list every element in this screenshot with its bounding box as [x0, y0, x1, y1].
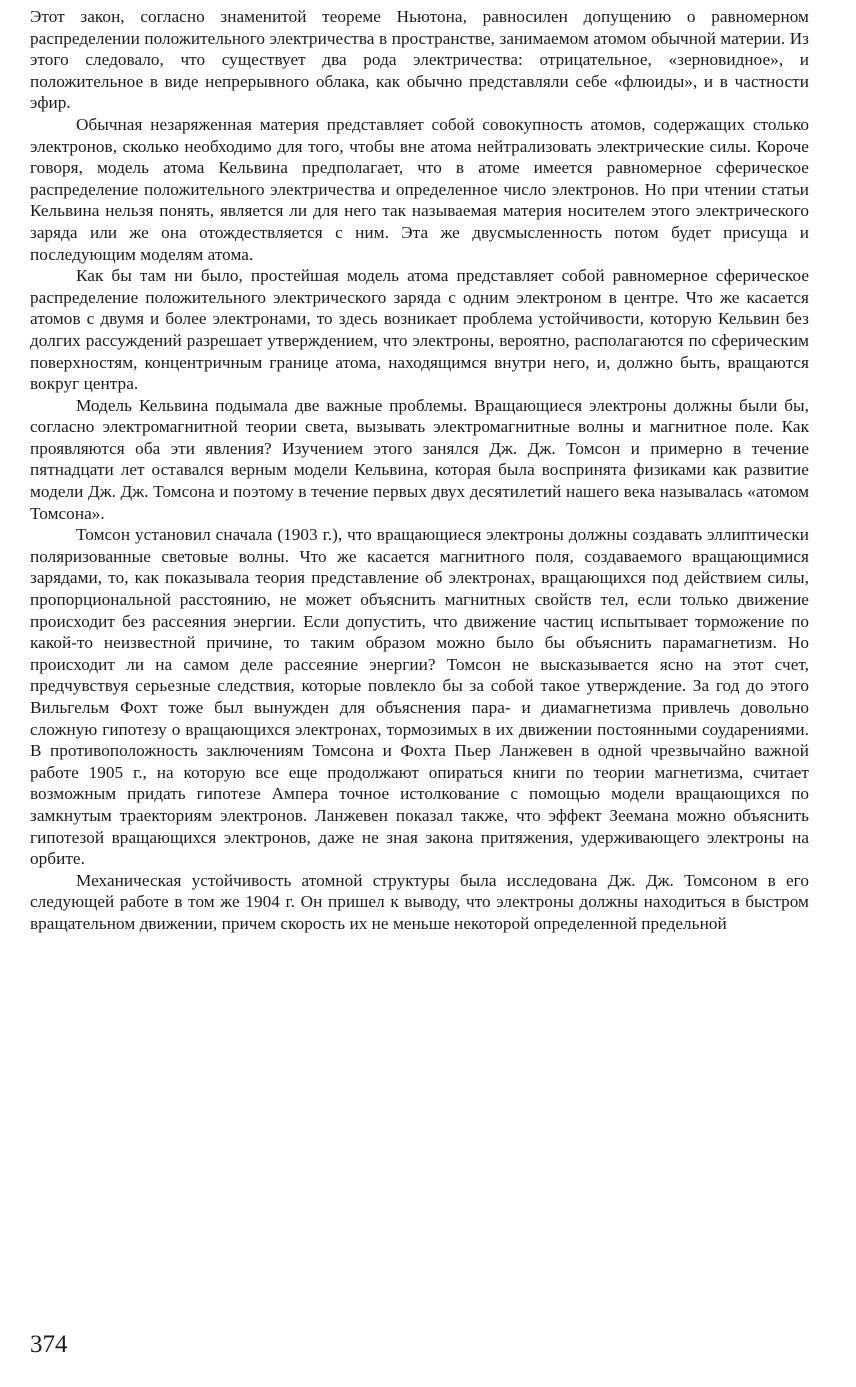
- paragraph-2: Обычная незаряженная материя представляет собой совокупность атомов, содержащих столько электронов, сколько необходимо для того, чтобы вне атома нейтрализовать электрические силы. Короче говоря, модель атома Кельвина предполагает, что в атоме имеется равномерное сферическое распределение положительного электричества и определенное число электронов. Но при чтении статьи Кельвина нельзя понять, является ли для него так называемая материя носителем этого электрического заряда или же она отождествляется с ним. Эта же двусмысленность потом будет присуща и последующим моделям атома.: [30, 114, 809, 264]
- paragraph-3: Как бы там ни было, простейшая модель атома представляет собой равномерное сферическое распределение положительного электрического заряда с одним электроном в центре. Что же касается атомов с двумя и более электронами, то здесь возникает проблема устойчивости, которую Кельвин без долгих рассуждений разрешает утверждением, что электроны, вероятно, располагаются по сферическим поверхностям, концентричным границе атома, находящимся внутри него, и, должно быть, вращаются вокруг центра.: [30, 266, 809, 394]
- paragraph-6: Механическая устойчивость атомной структуры была исследована Дж. Дж. Томсоном в его следующей работе в том же 1904 г. Он пришел к выводу, что электроны должны находиться в быстром вращательном движении, причем скорость их не меньше некоторой определенной предельной: [30, 870, 809, 933]
- paragraph-1: Этот закон, согласно знаменитой теореме Ньютона, равносилен допущению о равномерном распределении положительного электричества в пространстве, занимаемом атомом обычной материи. Из этого следовало, что существует два рода электричества: отрицательное, «зерновидное», и положительное в виде непрерывного облака, как обычно представляли себе «флюиды», и в частности эфир.: [30, 7, 809, 113]
- paragraph-5: Томсон установил сначала (1903 г.), что вращающиеся электроны должны создавать эллиптически поляризованные световые волны. Что же касается магнитного поля, создаваемого вращающимися зарядами, то, как показывала теория представление об электронах, вращающихся под действием силы, пропорциональной расстоянию, не может объяснить магнитных свойств тел, если только движение происходит без рассеяния энергии. Если допустить, что движение частиц испытывает торможение по какой-то неизвестной причине, то таким образом можно было бы объяснить парамагнетизм. Но происходит ли на самом деле рассеяние энергии? Томсон не высказывается ясно на этот счет, предчувствуя серьезные следствия, которые повлекло бы за собой такое утверждение. За год до этого Вильгельм Фохт тоже был вынужден для объяснения пара- и диамагнетизма привлечь довольно сложную гипотезу о вращающихся электронах, тормозимых в их движении постоянными соударениями. В противоположность заключениям Томсона и Фохта Пьер Ланжевен в одной чрезвычайно важной работе 1905 г., на которую все еще продолжают опираться книги по теории магнетизма, считает возможным придать гипотезе Ампера точное истолкование с помощью модели вращающихся по замкнутым траекториям электронов. Ланжевен показал также, что эффект Зеемана можно объяснить гипотезой вращающихся электронов, даже не зная закона притяжения, удерживающего электроны на орбите.: [30, 525, 809, 869]
- paragraph-4: Модель Кельвина подымала две важные проблемы. Вращающиеся электроны должны были бы, согласно электромагнитной теории света, вызывать электромагнитные волны и магнитное поле. Как проявляются оба эти явления? Изучением этого занялся Дж. Дж. Томсон и примерно в течение пятнадцати лет оставался верным модели Кельвина, которая была воспринята физиками как развитие модели Дж. Дж. Томсона и поэтому в течение первых двух десятилетий нашего века называлась «атомом Томсона».: [30, 395, 809, 523]
- page-number: 374: [30, 1331, 68, 1358]
- body-text: [30, 6, 809, 935]
